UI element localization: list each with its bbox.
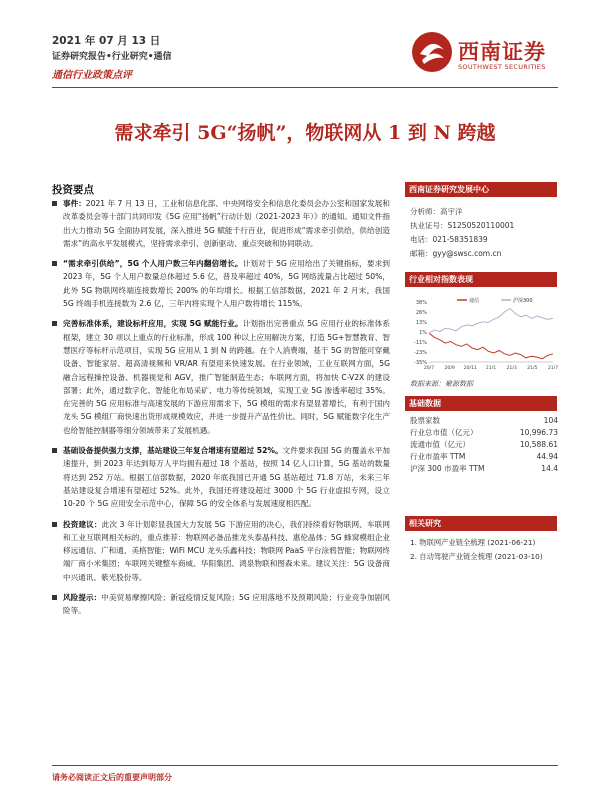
bullet-icon (52, 522, 57, 527)
row-label: 行业市盈率 TTM (410, 451, 466, 461)
summary-paragraph (52, 257, 390, 310)
table-row (410, 426, 558, 438)
performance-chart (405, 296, 557, 374)
paragraph-lead: 风险提示： (63, 593, 102, 603)
related-heading: 相关研究 (405, 516, 557, 531)
row-label: 行业总市值（亿元） (410, 427, 478, 437)
x-tick-label: 20/7 (423, 366, 435, 371)
x-tick-label: 21/7 (547, 366, 559, 371)
y-tick-label: 26% (415, 310, 427, 316)
summary-paragraph (52, 197, 390, 250)
row-label: 股票家数 (410, 415, 440, 425)
x-tick-label: 20/9 (444, 366, 455, 371)
row-value: 10,996.73 (519, 427, 558, 437)
summary-body (52, 197, 390, 625)
performance-chart-svg (405, 296, 557, 374)
analyst-license: 执业证号：S1250520110001 (410, 221, 515, 230)
analyst-heading: 西南证券研究发展中心 (405, 182, 557, 197)
x-tick-label: 21/3 (506, 366, 517, 371)
analyst-name: 分析师：高宇洋 (410, 207, 463, 216)
paragraph-text: 此次 3 年计划彰显我国大力发展 5G 下游应用的决心，我们持续看好物联网、车联网和工业互联网相关标的，重点推荐：物联网必备品推龙头泰晶科技、惠伦晶体；5G 蜂窝模组企业移远通信、广和通、美格智能；WiFi MCU 龙头乐鑫科技；物联网 PaaS 平台涂鸦智能；物联网终端厂商小米集团；车联网关键整车商威、华阳集团、鸿泉物联和图森未来。建议关注：5G 设备商中兴通讯、紫光股份等。 (63, 519, 390, 582)
report-category: 证券研究报告•行业研究•通信 (52, 52, 172, 62)
row-value: 44.94 (536, 451, 558, 461)
header-divider (52, 87, 558, 88)
legend-label: 通信 (469, 298, 480, 304)
paragraph-lead: 投资建议： (63, 519, 102, 529)
related-item[interactable]: 1. 物联网产业链全梳理 (2021-06-21) (410, 538, 536, 547)
legend-label: 沪深300 (513, 298, 533, 304)
paragraph-text: 文件要求我国 5G 的覆盖水平加速提升，到 2023 年达到每万人平均拥有超过 18 个基站，按照 14 亿人口计算，5G 基站的数量将达到 252 万站。根据工信部数据，2020 年底我国已开通 5G 基站超过 71.8 万站，未来三年基站建设复合增速有望超过 52%。此外，我国还将建设超过 3000 个 5G 行业虚拟专网，设立 10-20 个 5G 应用安全示范中心，保障 5G 的安全体系与发展速度相匹配。 (63, 446, 390, 509)
y-tick-label: -23% (414, 350, 427, 356)
summary-paragraph (52, 591, 390, 618)
y-tick-label: 1% (419, 330, 427, 336)
row-label: 沪深 300 市盈率 TTM (410, 463, 485, 473)
report-type: 通信行业政策点评 (52, 70, 132, 81)
y-tick-label: -11% (414, 340, 427, 346)
row-value: 10,588.61 (519, 439, 558, 449)
chart-source: 数据来源：聚源数据 (410, 380, 473, 388)
row-value: 14.4 (541, 463, 558, 473)
x-tick-label: 20/11 (463, 366, 477, 371)
y-tick-label: 38% (415, 300, 427, 306)
footer-divider (52, 765, 558, 766)
related-item[interactable]: 2. 自动驾驶产业链全梳理 (2021-03-10) (410, 552, 543, 561)
bullet-icon (52, 321, 57, 326)
y-tick-label: 13% (415, 320, 427, 326)
footer-disclaimer: 请务必阅读正文后的重要声明部分 (52, 773, 172, 782)
x-tick-label: 21/5 (527, 366, 538, 371)
analyst-phone: 电话：021-58351839 (410, 235, 488, 244)
paragraph-text: 计划对于 5G 应用给出了关键指标，要求到 2023 年，5G 个人用户数量总体超过 5.6 亿，普及率超过 40%，5G 网络流量占比超过 50%，此外 5G 物联网终端连接数增长 200% 的年均增长。根据工信部数据，2021 年 2 月末，我国 5G 终端手机连接数为 2.6 亿，三年内将实现个人用户数将增长 115%。 (63, 259, 390, 309)
logo-mark-icon (410, 30, 454, 74)
row-value: 104 (543, 415, 558, 425)
paragraph-lead: 事件： (63, 199, 86, 208)
basic-data-heading: 基础数据 (405, 396, 557, 411)
bullet-icon (52, 261, 57, 266)
table-row (410, 414, 558, 426)
paragraph-text: 中美贸易摩擦风险；新冠疫情反复风险；5G 应用落地不及预期风险；行业竞争加剧风险等。 (63, 593, 390, 616)
summary-paragraph (52, 444, 390, 510)
logo-en-text: SOUTHWEST SECURITIES (458, 63, 546, 71)
row-label: 流通市值（亿元） (410, 439, 470, 449)
basic-data-table (410, 414, 558, 474)
paragraph-lead: “需求牵引供给”，5G 个人用户数三年内翻倍增长。 (63, 259, 243, 269)
performance-heading: 行业相对指数表现 (405, 272, 557, 287)
summary-paragraph (52, 518, 390, 584)
logo-cn-text: 西南证券 (458, 39, 546, 64)
series-line-telecom (429, 333, 553, 359)
x-tick-label: 21/1 (485, 366, 497, 371)
table-row (410, 438, 558, 450)
bullet-icon (52, 595, 57, 600)
table-row (410, 462, 558, 474)
paragraph-text: 计划指出完善重点 5G 应用行业的标准体系框架，建立 30 项以上重点的行业标准，形成 100 种以上应用解决方案，打造 5G+智慧教育、智慧医疗等标杆示范项目，实现 5G 应用从 1 到 N 的跨越。在个人消费端，基于 5G 的智能可穿戴设备、智能家居、超高清视频和 VR/AR 有望迎来快速发展。在行业领域，工业互联网方面，5G 融合远程操控设备、机器视觉和 AGV，推广智能制造生态；车联网方面，将加快 C-V2X 的建设部署；此外，通过数字化、智能化布局采矿、电力等传统领域，实现工业 5G 渗透率超过 35%。在完善的 5G 应用标准与高速发展的下游应用需求下，5G 模组的需求有望显著增长，有利于国内龙头 5G 模组厂商快速出货形成规模效应，并进一步提升产品性价比。同时，5G 赋能数字化生产也给智能控制器等细分领域带来了发展机遇。 (63, 319, 390, 435)
paragraph-lead: 基础设备提供强力支撑，基站建设三年复合增速有望超过 52%。 (63, 446, 283, 456)
report-title: 需求牵引 5G“扬帆”，物联网从 1 到 N 跨越 (114, 122, 496, 144)
bullet-icon (52, 201, 57, 206)
table-row (410, 450, 558, 462)
y-tick-label: -35% (414, 360, 427, 366)
company-logo (410, 30, 560, 74)
summary-paragraph (52, 317, 390, 437)
paragraph-text: 2021 年 7 月 13 日，工业和信息化部、中央网络安全和信息化委员会办公室和国家发展和改革委员会等十部门共同印发《5G 应用“扬帆”行动计划（2021-2023 年）》的通知。通知文件指出大力推动 5G 全面协同发展，深入推进 5G 赋能千行百业，促进形成“需求牵引供给，供给创造需求”的高水平发展模式，坚持需求牵引、创新驱动、重点突破和协同联动。 (63, 199, 390, 248)
analyst-email[interactable]: 邮箱：gyy@swsc.com.cn (410, 249, 502, 258)
bullet-icon (52, 448, 57, 453)
series-line-csi300 (429, 309, 553, 334)
report-date: 2021 年 07 月 13 日 (52, 35, 161, 47)
paragraph-lead: 完善标准体系，建设标杆应用，实现 5G 赋能行业。 (63, 319, 243, 329)
summary-heading: 投资要点 (52, 184, 94, 196)
